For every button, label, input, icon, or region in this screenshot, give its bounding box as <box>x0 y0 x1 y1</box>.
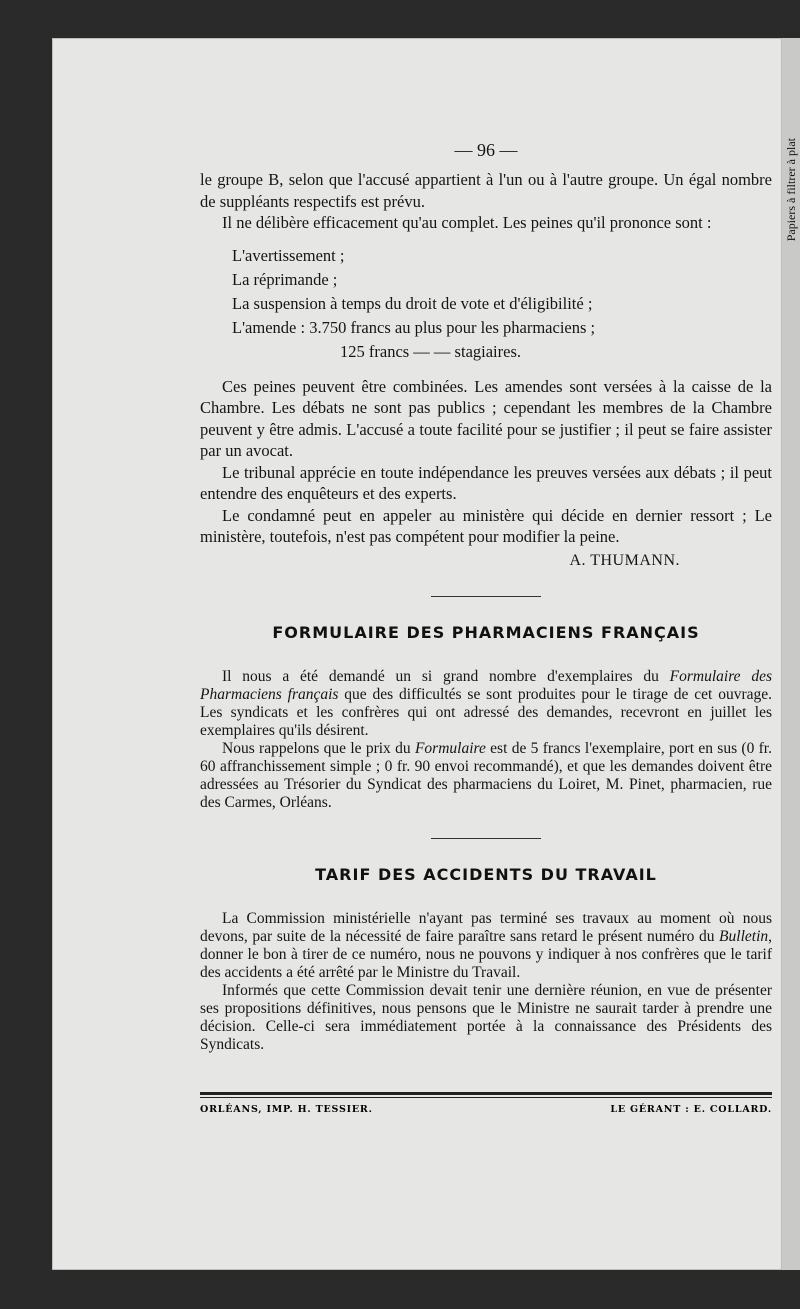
section-title: FORMULAIRE DES PHARMACIENS FRANÇAIS <box>272 622 700 642</box>
paragraph <box>200 668 772 740</box>
section-title: TARIF DES ACCIDENTS DU TRAVAIL <box>315 864 657 884</box>
text-run: , donner le bon à tirer de ce numéro, nous ne pouvons y indiquer à nos confrères que le tarif des accidents a été arrêté par le Ministre du Travail. <box>200 927 772 981</box>
manager-credit: LE GÉRANT : E. COLLARD. <box>610 1104 772 1115</box>
paragraph: Ces peines peuvent être combinées. Les amendes sont versées à la caisse de la Chambre. Les débats ne sont pas publics ; cependant les membres de la Chambre peuvent y être admis. L'accusé a toute facilité pour se justifier ; il peut se faire assister par un avocat. <box>200 376 772 460</box>
edge-text: Papiers à filtrer à plat <box>784 138 798 242</box>
text-run: Il nous a été demandé un si grand nombre d'exemplaires du <box>222 667 670 685</box>
signature: A. THUMANN. <box>569 551 680 569</box>
emphasis: Bulletin <box>719 927 769 945</box>
page-number: — 96 — <box>454 140 518 160</box>
footer-rule <box>200 1092 772 1098</box>
printer-footer <box>200 1092 772 1115</box>
emphasis: Formulaire des Pharmaciens français <box>200 667 772 703</box>
page-content <box>200 140 772 1054</box>
penalty-item: L'amende : 3.750 francs au plus pour les pharmaciens ; <box>232 317 596 337</box>
text-run: est de 5 francs l'exemplaire, port en sus (0 fr. 60 affranchissement simple ; 0 fr. 90 envoi recommandé), et que les demandes doivent être adressées au Trésorier du Syndicat des pharmaciens du Loiret, M. Pinet, pharmacien, rue des Carmes, Orléans. <box>200 739 772 811</box>
text-run: La Commission ministérielle n'ayant pas terminé ses travaux au moment où nous devons, par suite de la nécessité de faire paraître sans retard le présent numéro du <box>200 909 772 945</box>
text-run: que des difficultés se sont produites pour le tirage de cet ouvrage. Les syndicats et les confrères qui ont adressé des demandes, recevront en juillet les exemplaires qu'ils désirent. <box>200 685 772 739</box>
formulaire-notice <box>200 668 772 812</box>
emphasis: Formulaire <box>414 739 486 757</box>
paragraph: Le condamné peut en appeler au ministère qui décide en dernier ressort ; Le ministère, toutefois, n'est pas compétent pour modifier la peine. <box>200 505 772 546</box>
divider <box>431 596 541 597</box>
penalty-item: La suspension à temps du droit de vote et d'éligibilité ; <box>232 293 593 313</box>
paragraph: le groupe B, selon que l'accusé appartient à l'un ou à l'autre groupe. Un égal nombre de suppléants respectifs est prévu. <box>200 170 772 211</box>
paragraph <box>200 740 772 812</box>
footer-row <box>200 1104 772 1115</box>
printer-credit: ORLÉANS, IMP. H. TESSIER. <box>200 1104 373 1115</box>
paragraph: Informés que cette Commission devait tenir une dernière réunion, en vue de présenter ses propositions définitives, nous pensons que le Ministre ne saurait tarder à prendre une décision. Celle-ci sera immédiatement portée à la connaissance des Présidents des Syndicats. <box>200 981 772 1053</box>
adjacent-page-edge <box>782 38 800 1270</box>
divider <box>431 838 541 839</box>
paragraph: Il ne délibère efficacement qu'au complet. Les peines qu'il prononce sont : <box>222 213 712 232</box>
text-run: Nous rappelons que le prix du <box>222 739 415 757</box>
penalty-item: L'avertissement ; <box>232 245 345 265</box>
paragraph: Le tribunal apprécie en toute indépendance les preuves versées aux débats ; il peut entendre des enquêteurs et des experts. <box>200 462 772 503</box>
paragraph <box>200 910 772 982</box>
penalty-item: La réprimande ; <box>232 269 338 289</box>
penalties-list <box>232 244 772 364</box>
tarif-notice <box>200 910 772 1054</box>
penalty-item: 125 francs — — stagiaires. <box>340 341 521 361</box>
